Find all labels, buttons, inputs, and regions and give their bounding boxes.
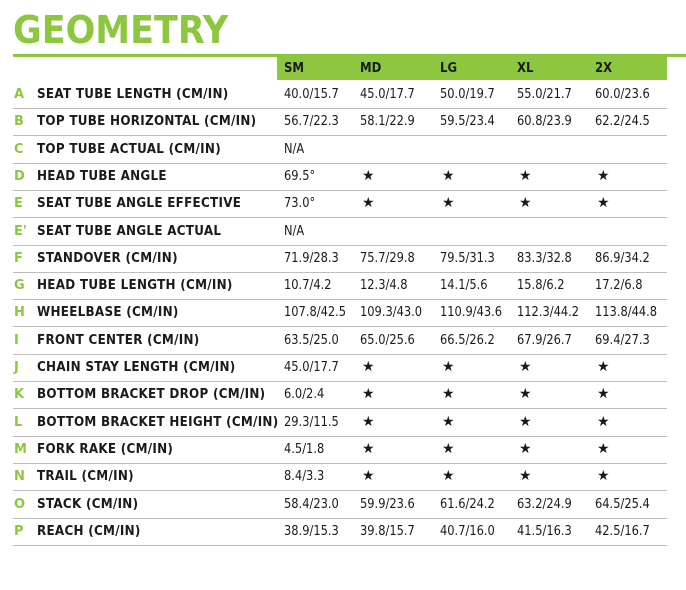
row-label: WHEELBASE (CM/IN) <box>37 305 179 321</box>
cell-value: 38.9/15.3 <box>284 523 339 539</box>
row-label: STACK (CM/IN) <box>37 496 139 512</box>
cell-value: 12.3/4.8 <box>360 278 408 294</box>
row-label: SEAT TUBE ANGLE EFFECTIVE <box>37 196 242 212</box>
row-letter: C <box>14 141 24 157</box>
cell-value: 45.0/17.7 <box>360 87 415 102</box>
cell-value: 79.5/31.3 <box>440 250 495 266</box>
cell-value: 6.0/2.4 <box>284 387 325 403</box>
row-label: TOP TUBE ACTUAL (CM/IN) <box>37 141 221 157</box>
cell-value: 4.5/1.8 <box>284 441 325 457</box>
row-letter: K <box>14 387 25 403</box>
table-row <box>13 163 667 191</box>
row-label: CHAIN STAY LENGTH (CM/IN) <box>37 360 236 375</box>
row-label: TRAIL (CM/IN) <box>37 469 134 485</box>
same-as-sm-star-icon: ★ <box>519 359 532 375</box>
row-letter: G <box>14 278 25 294</box>
same-as-sm-star-icon: ★ <box>362 359 375 375</box>
cell-value: 45.0/17.7 <box>284 360 339 375</box>
row-letter: O <box>14 496 26 512</box>
row-label: BOTTOM BRACKET DROP (CM/IN) <box>37 387 266 403</box>
cell-value: 107.8/42.5 <box>284 305 347 321</box>
size-header-sm: SM <box>284 61 305 76</box>
row-letter: H <box>14 305 25 321</box>
same-as-sm-star-icon: ★ <box>362 195 375 212</box>
same-as-sm-star-icon: ★ <box>597 468 610 485</box>
cell-value: 56.7/22.3 <box>284 114 339 130</box>
row-label: HEAD TUBE ANGLE <box>37 168 167 184</box>
cell-value: 62.2/24.5 <box>595 114 650 130</box>
table-row <box>13 272 667 300</box>
same-as-sm-star-icon: ★ <box>442 386 455 403</box>
table-row <box>13 463 667 491</box>
row-label: REACH (CM/IN) <box>37 523 141 539</box>
row-label: TOP TUBE HORIZONTAL (CM/IN) <box>37 114 257 130</box>
row-letter: B <box>14 114 24 130</box>
table-row <box>13 81 667 109</box>
same-as-sm-star-icon: ★ <box>519 386 532 403</box>
cell-value: 58.1/22.9 <box>360 114 415 130</box>
same-as-sm-star-icon: ★ <box>519 413 532 430</box>
cell-value: 41.5/16.3 <box>517 523 572 539</box>
table-row <box>13 518 667 546</box>
row-letter: E' <box>14 223 27 239</box>
row-letter: L <box>14 414 23 430</box>
cell-value: 61.6/24.2 <box>440 496 495 512</box>
same-as-sm-star-icon: ★ <box>519 468 532 485</box>
same-as-sm-star-icon: ★ <box>362 167 375 184</box>
row-letter: A <box>14 87 25 102</box>
same-as-sm-star-icon: ★ <box>362 440 375 457</box>
row-letter: D <box>14 168 25 184</box>
table-row <box>13 436 667 464</box>
cell-value: 71.9/28.3 <box>284 250 339 266</box>
cell-value: 73.0° <box>284 196 316 212</box>
table-row <box>13 491 667 519</box>
row-letter: I <box>14 332 19 348</box>
row-label: HEAD TUBE LENGTH (CM/IN) <box>37 278 233 294</box>
cell-value: 17.2/6.8 <box>595 278 643 294</box>
cell-value: 65.0/25.6 <box>360 332 415 348</box>
table-row <box>13 218 667 246</box>
row-letter: J <box>14 360 19 375</box>
same-as-sm-star-icon: ★ <box>519 440 532 457</box>
same-as-sm-star-icon: ★ <box>597 195 610 212</box>
cell-value: 59.9/23.6 <box>360 496 415 512</box>
cell-value: 83.3/32.8 <box>517 250 572 266</box>
table-row <box>13 327 667 355</box>
table-row <box>13 136 667 164</box>
row-label: SEAT TUBE LENGTH (CM/IN) <box>37 87 229 102</box>
cell-value: 50.0/19.7 <box>440 87 495 102</box>
cell-value: 75.7/29.8 <box>360 250 415 266</box>
cell-value: 55.0/21.7 <box>517 87 572 102</box>
row-label: FRONT CENTER (CM/IN) <box>37 332 200 348</box>
same-as-sm-star-icon: ★ <box>362 413 375 430</box>
cell-value: 42.5/16.7 <box>595 523 650 539</box>
table-row <box>13 245 667 273</box>
cell-value: 8.4/3.3 <box>284 469 325 485</box>
row-label: STANDOVER (CM/IN) <box>37 250 178 266</box>
same-as-sm-star-icon: ★ <box>597 413 610 430</box>
cell-value: 60.8/23.9 <box>517 114 572 130</box>
cell-value: 69.4/27.3 <box>595 332 650 348</box>
cell-value: 69.5° <box>284 168 316 184</box>
same-as-sm-star-icon: ★ <box>442 440 455 457</box>
same-as-sm-star-icon: ★ <box>597 386 610 403</box>
size-header-lg: LG <box>440 61 458 76</box>
table-row <box>13 299 667 327</box>
table-row <box>13 381 667 409</box>
cell-value: 40.0/15.7 <box>284 87 339 102</box>
same-as-sm-star-icon: ★ <box>362 468 375 485</box>
cell-value: 63.5/25.0 <box>284 332 339 348</box>
same-as-sm-star-icon: ★ <box>597 440 610 457</box>
cell-value: 110.9/43.6 <box>440 305 503 321</box>
table-row <box>13 190 667 218</box>
size-header-2x: 2X <box>595 61 613 76</box>
row-label: FORK RAKE (CM/IN) <box>37 441 174 457</box>
same-as-sm-star-icon: ★ <box>442 468 455 485</box>
size-header-xl: XL <box>517 61 534 76</box>
cell-value: 86.9/34.2 <box>595 250 650 266</box>
same-as-sm-star-icon: ★ <box>519 167 532 184</box>
same-as-sm-star-icon: ★ <box>519 195 532 212</box>
cell-value: 59.5/23.4 <box>440 114 495 130</box>
same-as-sm-star-icon: ★ <box>442 167 455 184</box>
cell-value: 29.3/11.5 <box>284 414 339 430</box>
cell-value: 39.8/15.7 <box>360 523 415 539</box>
row-label: BOTTOM BRACKET HEIGHT (CM/IN) <box>37 414 279 430</box>
row-letter: F <box>14 250 23 266</box>
same-as-sm-star-icon: ★ <box>362 386 375 403</box>
size-header-md: MD <box>360 61 382 76</box>
cell-value: 14.1/5.6 <box>440 278 488 294</box>
cell-value: 15.8/6.2 <box>517 278 565 294</box>
row-letter: E <box>14 196 23 212</box>
cell-value: 64.5/25.4 <box>595 496 650 512</box>
cell-value: 58.4/23.0 <box>284 496 339 512</box>
cell-value: 10.7/4.2 <box>284 278 332 294</box>
table-row <box>13 409 667 437</box>
same-as-sm-star-icon: ★ <box>597 167 610 184</box>
cell-value: 67.9/26.7 <box>517 332 572 348</box>
cell-value: N/A <box>284 223 305 239</box>
cell-value: 40.7/16.0 <box>440 523 495 539</box>
table-row <box>13 354 667 382</box>
table-row <box>13 108 667 136</box>
same-as-sm-star-icon: ★ <box>442 195 455 212</box>
cell-value: 63.2/24.9 <box>517 496 572 512</box>
row-letter: P <box>14 523 24 539</box>
cell-value: 112.3/44.2 <box>517 305 580 321</box>
cell-value: 60.0/23.6 <box>595 87 650 102</box>
cell-value: 109.3/43.0 <box>360 305 423 321</box>
cell-value: 66.5/26.2 <box>440 332 495 348</box>
same-as-sm-star-icon: ★ <box>442 359 455 375</box>
cell-value: 113.8/44.8 <box>595 305 658 321</box>
row-label: SEAT TUBE ANGLE ACTUAL <box>37 223 222 239</box>
row-letter: M <box>14 441 27 457</box>
page-title: GEOMETRY <box>13 8 229 52</box>
cell-value: N/A <box>284 141 305 157</box>
same-as-sm-star-icon: ★ <box>442 413 455 430</box>
row-letter: N <box>14 469 25 485</box>
same-as-sm-star-icon: ★ <box>597 359 610 375</box>
